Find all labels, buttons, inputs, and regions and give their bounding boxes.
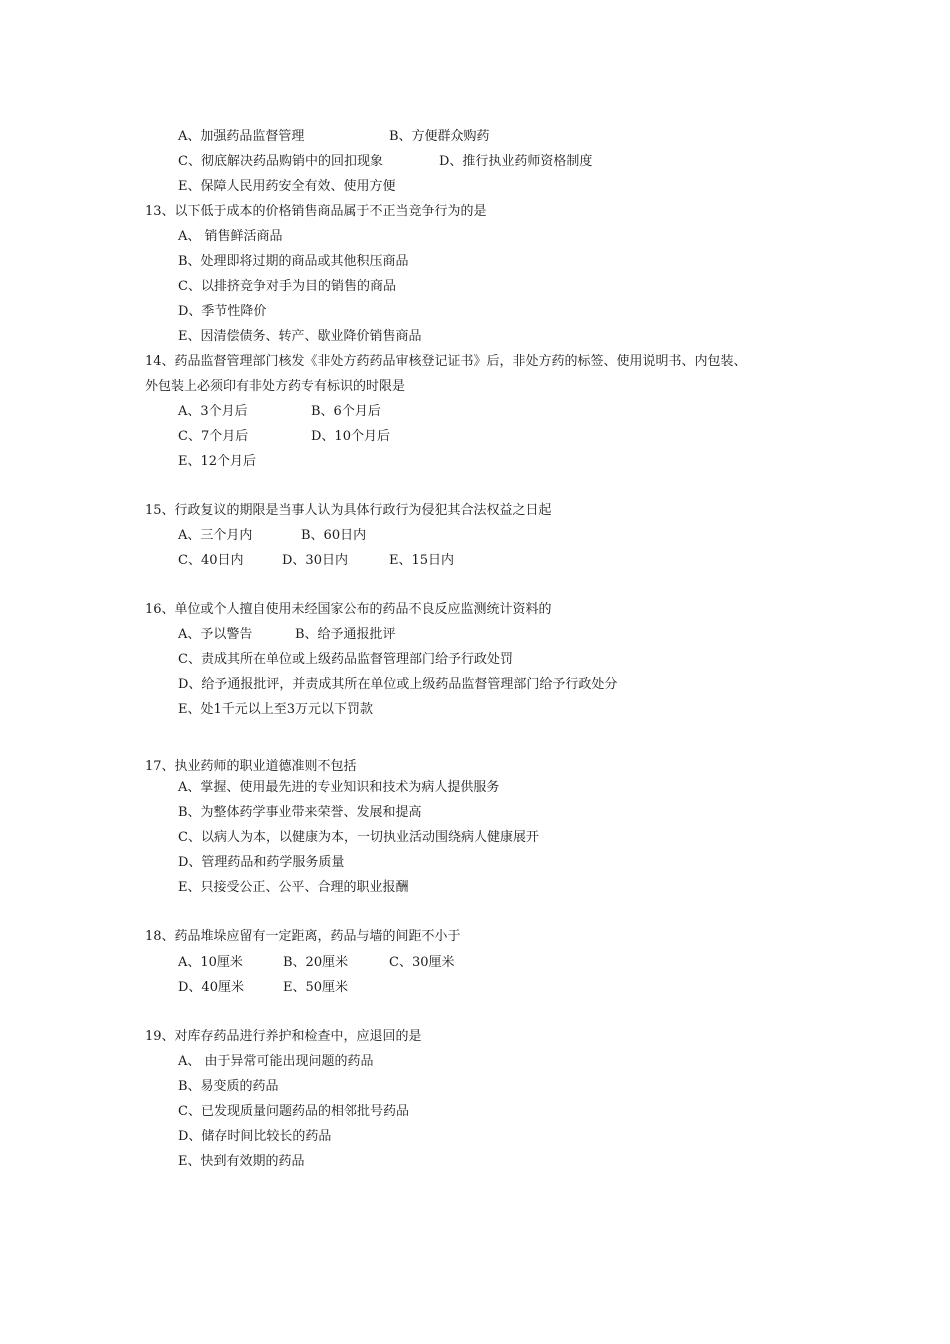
- option-text: C、已发现质量问题药品的相邻批号药品: [178, 1104, 409, 1119]
- option-text: A、三个月内: [178, 528, 253, 543]
- option-text: E、12个月后: [178, 454, 257, 469]
- option-text: A、10厘米: [178, 955, 243, 970]
- option-text: E、因清偿债务、转产、歇业降价销售商品: [178, 329, 422, 344]
- option-text: B、处理即将过期的商品或其他积压商品: [178, 254, 409, 269]
- option-text: D、推行执业药师资格制度: [439, 154, 593, 169]
- option-text: D、季节性降价: [178, 304, 267, 319]
- question-text: 13、以下低于成本的价格销售商品属于不正当竞争行为的是: [145, 204, 487, 219]
- option-text: C、以排挤竞争对手为目的销售的商品: [178, 279, 396, 294]
- option-text: D、40厘米: [178, 980, 244, 995]
- option-text: C、责成其所在单位或上级药品监督管理部门给予行政处罚: [178, 652, 513, 667]
- option-text: B、易变质的药品: [178, 1079, 279, 1094]
- option-text: C、彻底解决药品购销中的回扣现象: [178, 154, 383, 169]
- option-text: C、7个月后: [178, 429, 249, 444]
- option-text: B、60日内: [301, 528, 367, 543]
- question-text: 19、对库存药品进行养护和检查中，应退回的是: [145, 1029, 422, 1044]
- question-text: 18、药品堆垛应留有一定距离，药品与墙的间距不小于: [145, 929, 461, 944]
- option-text: B、20厘米: [283, 955, 349, 970]
- option-text: B、6个月后: [311, 404, 381, 419]
- option-text: A、掌握、使用最先进的专业知识和技术为病人提供服务: [178, 780, 500, 795]
- option-text: A、予以警告: [178, 627, 253, 642]
- option-text: D、储存时间比较长的药品: [178, 1129, 332, 1144]
- question-text: 17、执业药师的职业道德准则不包括: [145, 759, 357, 774]
- question-text: 14、药品监督管理部门核发《非处方药药品审核登记证书》后，非处方药的标签、使用说明书、内包装、: [145, 354, 747, 369]
- option-text: C、30厘米: [389, 955, 455, 970]
- option-text: D、给予通报批评，并责成其所在单位或上级药品监督管理部门给予行政处分: [178, 677, 618, 692]
- option-text: B、给予通报批评: [295, 627, 396, 642]
- option-text: C、以病人为本，以健康为本，一切执业活动围绕病人健康展开: [178, 830, 539, 845]
- option-text: A、加强药品监督管理: [178, 129, 305, 144]
- option-text: B、方便群众购药: [389, 129, 490, 144]
- option-text: E、快到有效期的药品: [178, 1154, 305, 1169]
- option-text: E、处1千元以上至3万元以下罚款: [178, 702, 374, 717]
- option-text: C、40日内: [178, 553, 244, 568]
- question-text: 外包装上必须印有非处方药专有标识的时限是: [145, 379, 406, 394]
- option-text: A、 销售鲜活商品: [178, 229, 283, 244]
- option-text: D、管理药品和药学服务质量: [178, 855, 345, 870]
- option-text: B、为整体药学事业带来荣誉、发展和提高: [178, 805, 422, 820]
- option-text: D、30日内: [282, 553, 348, 568]
- option-text: E、只接受公正、公平、合理的职业报酬: [178, 880, 409, 895]
- option-text: E、15日内: [389, 553, 455, 568]
- option-text: A、 由于异常可能出现问题的药品: [178, 1054, 374, 1069]
- question-text: 15、行政复议的期限是当事人认为具体行政行为侵犯其合法权益之日起: [145, 503, 552, 518]
- question-text: 16、单位或个人擅自使用未经国家公布的药品不良反应监测统计资料的: [145, 602, 552, 617]
- option-text: E、50厘米: [283, 980, 349, 995]
- option-text: E、保障人民用药安全有效、使用方便: [178, 179, 396, 194]
- option-text: D、10个月后: [311, 429, 390, 444]
- option-text: A、3个月后: [178, 404, 248, 419]
